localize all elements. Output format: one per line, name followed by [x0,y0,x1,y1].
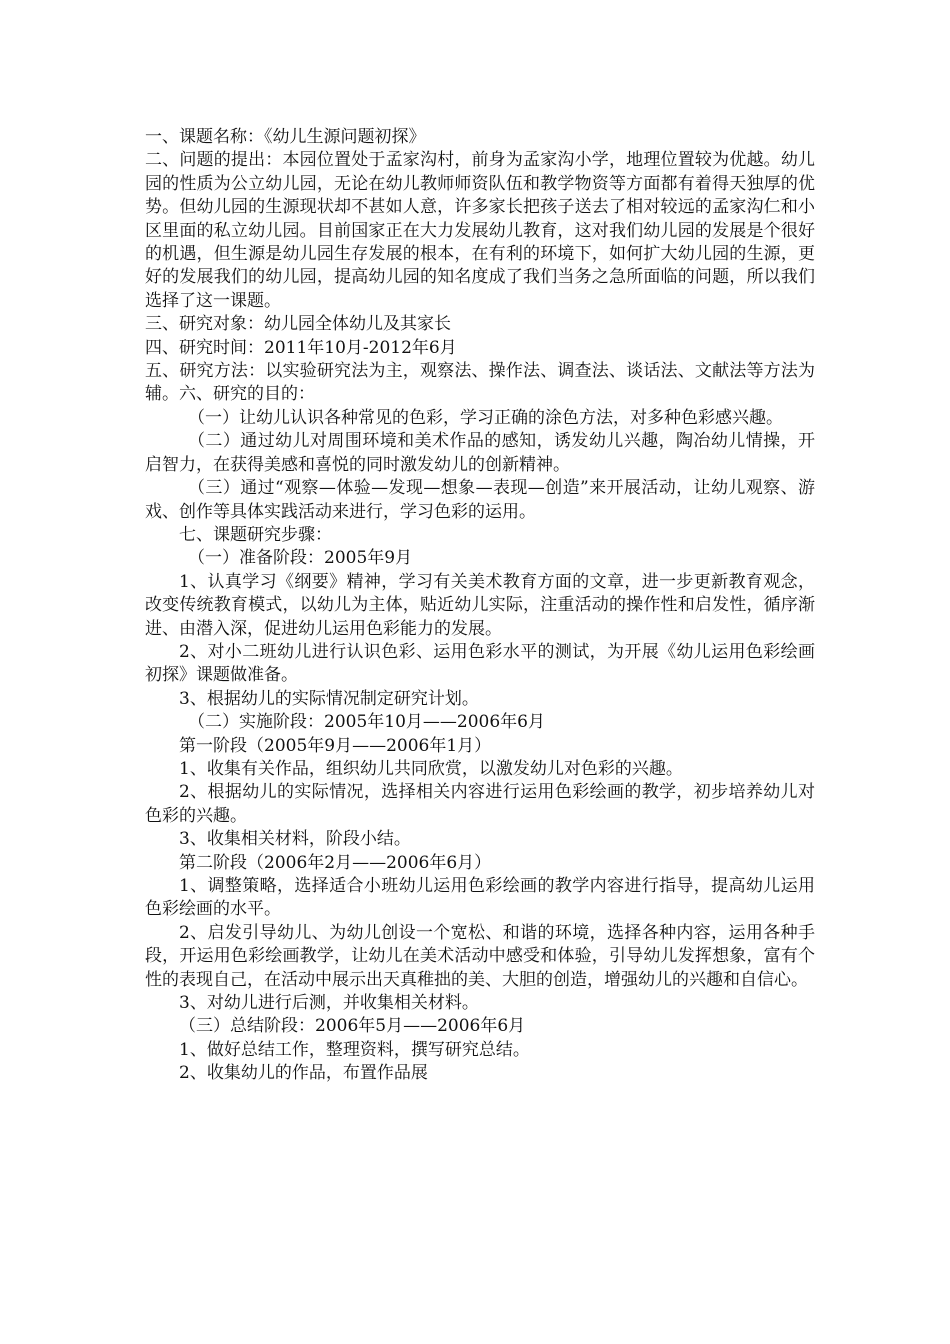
paragraph-prep-stage-heading: （一）准备阶段：2005年9月 [188,548,413,569]
paragraph-phase-1-item-1: 1、收集有关作品，组织幼儿共同欣赏，以激发幼儿对色彩的兴趣。 [179,758,683,779]
paragraph-phase-2-item-1: 1、调整策略，选择适合小班幼儿运用色彩绘画的教学内容进行指导，提高幼儿运用色彩绘画的水平。 [145,876,815,920]
paragraph-problem-statement: 二、问题的提出：本园位置处于孟家沟村，前身为孟家沟小学，地理位置较为优越。幼儿园的性质为公立幼儿园，无论在幼儿教师师资队伍和教学物资等方面都有着得天独厚的优势。但幼儿园的生源现状却不甚如人意，许多家长把孩子送去了相对较远的孟家沟仁和小区里面的私立幼儿园。目前国家正在大力发展幼儿教育，这对我们幼儿园的发展是个很好的机遇，但生源是幼儿园生存发展的根本，在有利的环境下，如何扩大幼儿园的生源，更好的发展我们的幼儿园，提高幼儿园的知名度成了我们当务之急所面临的问题，所以我们选择了这一课题。 [145,150,815,311]
paragraph-summary-item-2: 2、收集幼儿的作品，布置作品展 [179,1063,428,1084]
paragraph-goal-3: （三）通过“观察—体验—发现—想象—表现—创造”来开展活动，让幼儿观察、游戏、创作等具体实践活动来进行，学习色彩的运用。 [145,478,815,522]
paragraph-phase-1-item-2: 2、根据幼儿的实际情况，选择相关内容进行运用色彩绘画的教学，初步培养幼儿对色彩的兴趣。 [145,782,815,826]
paragraph-phase-1-item-3: 3、收集相关材料，阶段小结。 [179,829,411,850]
paragraph-phase-2-heading: 第二阶段（2006年2月——2006年6月） [179,852,492,873]
paragraph-summary-item-1: 1、做好总结工作，整理资料，撰写研究总结。 [179,1039,530,1060]
paragraph-research-subjects: 三、研究对象：幼儿园全体幼儿及其家长 [145,314,451,335]
paragraph-prep-item-2: 2、对小二班幼儿进行认识色彩、运用色彩水平的测试，为开展《幼儿运用色彩绘画初探》课题做准备。 [145,641,815,686]
document-body [145,126,815,1086]
paragraph-research-time: 四、研究时间：2011年10月-2012年6月 [145,337,457,358]
paragraph-phase-2-item-3: 3、对幼儿进行后测，并收集相关材料。 [179,993,479,1014]
paragraph-summary-stage-heading: （三）总结阶段：2006年5月——2006年6月 [179,1016,526,1037]
paragraph-prep-item-1: 1、认真学习《纲要》精神，学习有关美术教育方面的文章，进一步更新教育观念，改变传统教育模式，以幼儿为主体，贴近幼儿实际，注重活动的操作性和启发性，循序渐进、由潜入深，促进幼儿运用色彩能力的发展。 [145,571,815,639]
paragraph-research-methods: 五、研究方法：以实验研究法为主，观察法、操作法、调查法、谈话法、文献法等方法为辅。六、研究的目的： [145,361,815,405]
paragraph-research-steps-heading: 七、课题研究步骤： [179,524,332,545]
paragraph-goal-1: （一）让幼儿认识各种常见的色彩，学习正确的涂色方法，对多种色彩感兴趣。 [188,407,783,428]
paragraph-prep-item-3: 3、根据幼儿的实际情况制定研究计划。 [179,688,479,709]
paragraph-goal-2: （二）通过幼儿对周围环境和美术作品的感知，诱发幼儿兴趣，陶冶幼儿情操，开启智力，在获得美感和喜悦的同时激发幼儿的创新精神。 [145,431,815,475]
paragraph-phase-2-item-2: 2、启发引导幼儿、为幼儿创设一个宽松、和谐的环境，选择各种内容，运用各种手段，开运用色彩绘画教学，让幼儿在美术活动中感受和体验，引导幼儿发挥想象，富有个性的表现自己，在活动中展示出天真稚拙的美、大胆的创造，增强幼儿的兴趣和自信心。 [145,922,815,990]
paragraph-phase-1-heading: 第一阶段（2005年9月——2006年1月） [179,735,492,756]
paragraph-impl-stage-heading: （二）实施阶段：2005年10月——2006年6月 [188,712,545,733]
paragraph-topic-name: 一、课题名称：《幼儿生源问题初探》 [145,127,426,147]
